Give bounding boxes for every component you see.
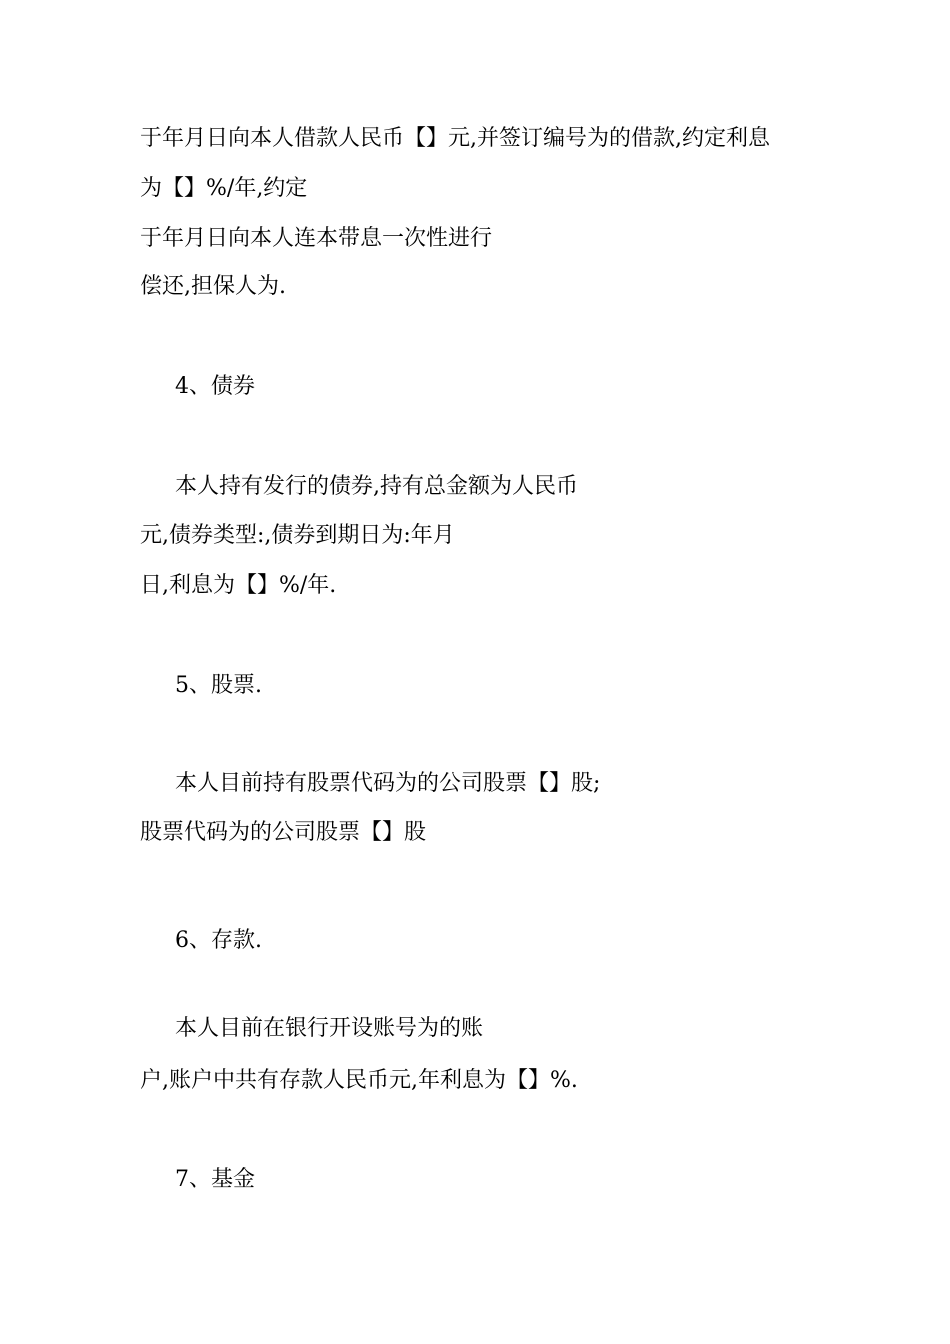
loan-paragraph-line-3: 于年月日向本人连本带息一次性进行 [140,226,493,251]
section-heading-funds: 7、基金 [175,1167,255,1192]
bonds-paragraph-line-2: 元,债券类型:,债券到期日为:年月 [140,523,455,548]
loan-paragraph-line-4: 偿还,担保人为. [140,274,286,299]
bonds-paragraph-line-1: 本人持有发行的债券,持有总金额为人民币 [175,474,578,499]
section-heading-bonds: 4、债券 [175,374,255,399]
stocks-paragraph-line-1: 本人目前持有股票代码为的公司股票【】股; [175,771,601,796]
deposits-paragraph-line-1: 本人目前在银行开设账号为的账 [175,1016,484,1041]
loan-paragraph-line-1: 于年月日向本人借款人民币【】元,并签订编号为的借款,约定利息 [140,126,770,151]
section-heading-deposits: 6、存款. [175,928,262,953]
loan-paragraph-line-2: 为【】%/年,约定 [140,176,308,201]
stocks-paragraph-line-2: 股票代码为的公司股票【】股 [140,820,427,845]
deposits-paragraph-line-2: 户,账户中共有存款人民币元,年利息为【】%. [140,1068,578,1093]
section-heading-stocks: 5、股票. [175,673,262,698]
bonds-paragraph-line-3: 日,利息为【】%/年. [140,573,337,598]
